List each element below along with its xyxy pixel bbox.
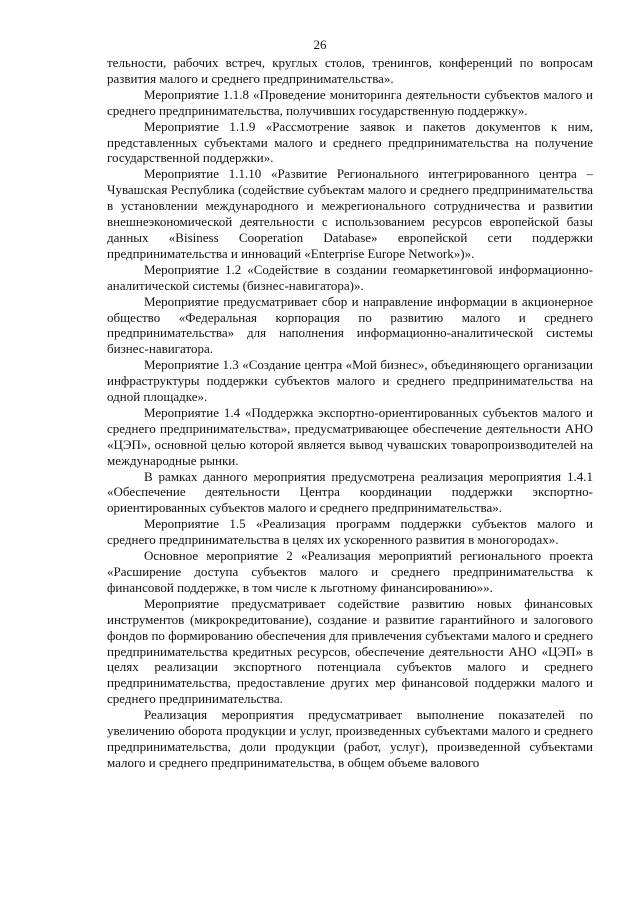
paragraph-main-measure-2-description: Мероприятие предусматривает содействие развитию новых финансовых инструментов (микрокредитование), создание и развитие гарантийного и залогового фондов по формированию обеспечения для привлечения субъектами малого и среднего предпринимательства кредитных ресурсов, обеспечение деятельности АНО «ЦЭП» в целях реализации экспортного потенциала субъектов малого и среднего предпринимательства, предоставление других мер финансовой поддержки малого и среднего предпринимательства. xyxy=(107,595,593,707)
paragraph-measure-1-3: Мероприятие 1.3 «Создание центра «Мой бизнес», объединяющего организации инфраструктуры поддержки субъектов малого и среднего предпринимательства на одной площадке». xyxy=(107,357,593,405)
paragraph-implementation-indicators: Реализация мероприятия предусматривает выполнение показателей по увеличению оборота продукции и услуг, произведенных субъектами малого и среднего предпринимательства, доли продукции (работ, услуг), произведенной субъектами малого и среднего предпринимательства, в общем объеме валового xyxy=(107,707,593,770)
paragraph-continuation: тельности, рабочих встреч, круглых столов, тренингов, конференций по вопросам развития малого и среднего предпринимательства». xyxy=(107,55,593,86)
paragraph-measure-1-1-8: Мероприятие 1.1.8 «Проведение мониторинга деятельности субъектов малого и среднего предпринимательства, получивших государственную поддержку». xyxy=(107,86,593,118)
paragraph-main-measure-2: Основное мероприятие 2 «Реализация мероприятий регионального проекта «Расширение доступа субъектов малого и среднего предпринимательства к финансовой поддержке, в том числе к льготному финансированию»». xyxy=(107,548,593,595)
paragraph-measure-1-1-10: Мероприятие 1.1.10 «Развитие Регионального интегрированного центра – Чувашская Республика (содействие субъектам малого и среднего предпринимательства в установлении международного и межрегионального сотрудничества и развитии внешнеэкономической деятельности с использованием ресурсов европейской базы данных «Bisiness Cooperation Database» европейской сети поддержки предпринимательства и инноваций «Enterprise Europe Network»)». xyxy=(107,166,593,261)
paragraph-measure-1-2: Мероприятие 1.2 «Содействие в создании геомаркетинговой информационно-аналитической системы (бизнес-навигатора)». xyxy=(107,261,593,293)
paragraph-measure-1-4: Мероприятие 1.4 «Поддержка экспортно-ориентированных субъектов малого и среднего предпринимательства», предусматривающее обеспечение деятельности АНО «ЦЭП», основной целью которой является вывод чувашских товаропроизводителей на международные рынки. xyxy=(107,404,593,468)
paragraph-measure-1-4-1: В рамках данного мероприятия предусмотрена реализация мероприятия 1.4.1 «Обеспечение деятельности Центра координации поддержки экспортно-ориентированных субъектов малого и среднего предпринимательства». xyxy=(107,468,593,516)
paragraph-measure-1-1-9: Мероприятие 1.1.9 «Рассмотрение заявок и пакетов документов к ним, представленных субъектами малого и среднего предпринимательства на получение государственной поддержки». xyxy=(107,118,593,166)
paragraph-measure-1-5: Мероприятие 1.5 «Реализация программ поддержки субъектов малого и среднего предпринимательства в целях их ускоренного развития в моногородах». xyxy=(107,516,593,548)
document-body xyxy=(107,55,593,771)
page-number: 26 xyxy=(313,37,327,52)
paragraph-measure-1-2-description: Мероприятие предусматривает сбор и направление информации в акционерное общество «Федеральная корпорация по развитию малого и среднего предпринимательства» для наполнения информационно-аналитической системы бизнес-навигатора. xyxy=(107,293,593,357)
